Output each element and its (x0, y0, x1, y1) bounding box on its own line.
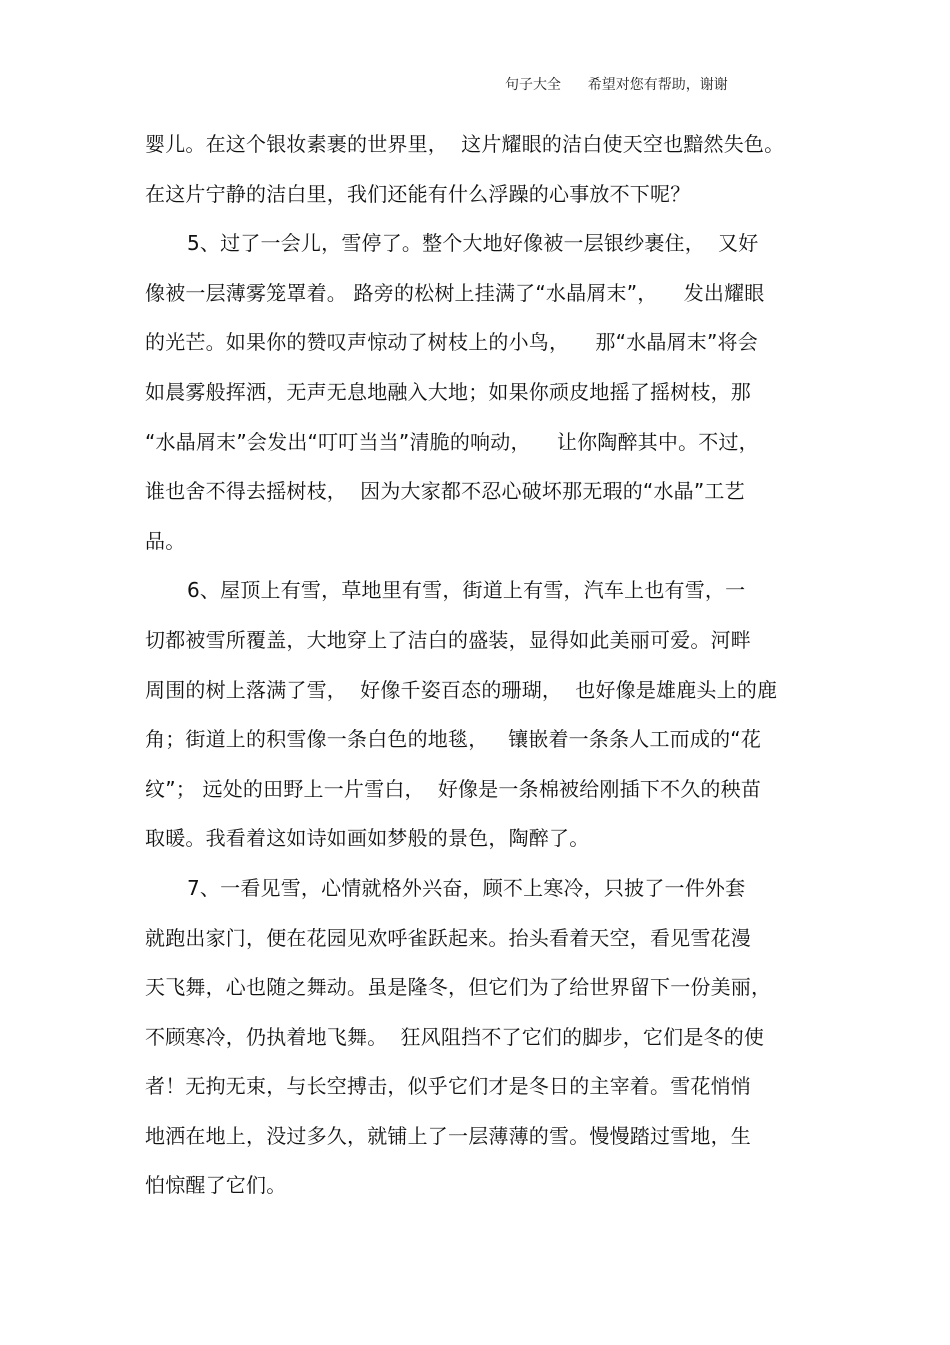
text-line: 的光芒。如果你的赞叹声惊动了树枝上的小鸟， 那“水晶屑末”将会 (145, 330, 758, 355)
text-line: 纹”； 远处的田野上一片雪白， 好像是一条棉被给刚插下不久的秧苗 (145, 776, 762, 801)
text-line: “水晶屑末”会发出“叮叮当当”清脆的响动， 让你陶醉其中。不过， (145, 429, 759, 454)
text-line: 周围的树上落满了雪， 好像千姿百态的珊瑚， 也好像是雄鹿头上的鹿 (145, 677, 778, 702)
paragraph-6-start: 6、屋顶上有雪，草地里有雪，街道上有雪，汽车上也有雪，一 (187, 578, 746, 603)
paragraph-5-start: 5、过了一会儿，雪停了。整个大地好像被一层银纱裹住， 又好 (187, 231, 759, 256)
text-line: 怕惊醒了它们。 (145, 1173, 287, 1198)
text-line: 地洒在地上，没过多久，就铺上了一层薄薄的雪。慢慢踏过雪地，生 (145, 1123, 751, 1148)
text-line: 天飞舞，心也随之舞动。虽是隆冬，但它们为了给世界留下一份美丽， (145, 975, 772, 1000)
paragraph-7-start: 7、一看见雪，心情就格外兴奋，顾不上寒冷，只披了一件外套 (187, 875, 746, 900)
text-line: 者！无拘无束，与长空搏击，似乎它们才是冬日的主宰着。雪花悄悄 (145, 1074, 751, 1099)
text-line: 不顾寒冷，仍执着地飞舞。 狂风阻挡不了它们的脚步，它们是冬的使 (145, 1024, 765, 1049)
document-body (145, 120, 815, 1211)
text-line: 谁也舍不得去摇树枝， 因为大家都不忍心破坏那无瑕的“水晶”工艺 (145, 479, 745, 504)
text-line: 在这片宁静的洁白里，我们还能有什么浮躁的心事放不下呢？ (145, 181, 691, 206)
text-line: 取暖。我看着这如诗如画如梦般的景色，陶醉了。 (145, 826, 590, 851)
text-line: 品。 (145, 528, 186, 553)
text-line: 就跑出家门，便在花园见欢呼雀跃起来。抬头看着天空，看见雪花漫 (145, 925, 751, 950)
text-line: 像被一层薄雾笼罩着。 路旁的松树上挂满了“水晶屑末”， 发出耀眼 (145, 280, 765, 305)
text-line: 如晨雾般挥洒，无声无息地融入大地；如果你顽皮地摇了摇树枝，那 (145, 379, 751, 404)
text-line: 角；街道上的积雪像一条白色的地毯， 镶嵌着一条条人工而成的“花 (145, 727, 762, 752)
page-header: 句子大全 希望对您有帮助，谢谢 (505, 77, 728, 93)
text-line: 切都被雪所覆盖，大地穿上了洁白的盛装，显得如此美丽可爱。河畔 (145, 627, 751, 652)
text-line: 婴儿。在这个银妆素裹的世界里， 这片耀眼的洁白使天空也黯然失色。 (145, 132, 785, 156)
